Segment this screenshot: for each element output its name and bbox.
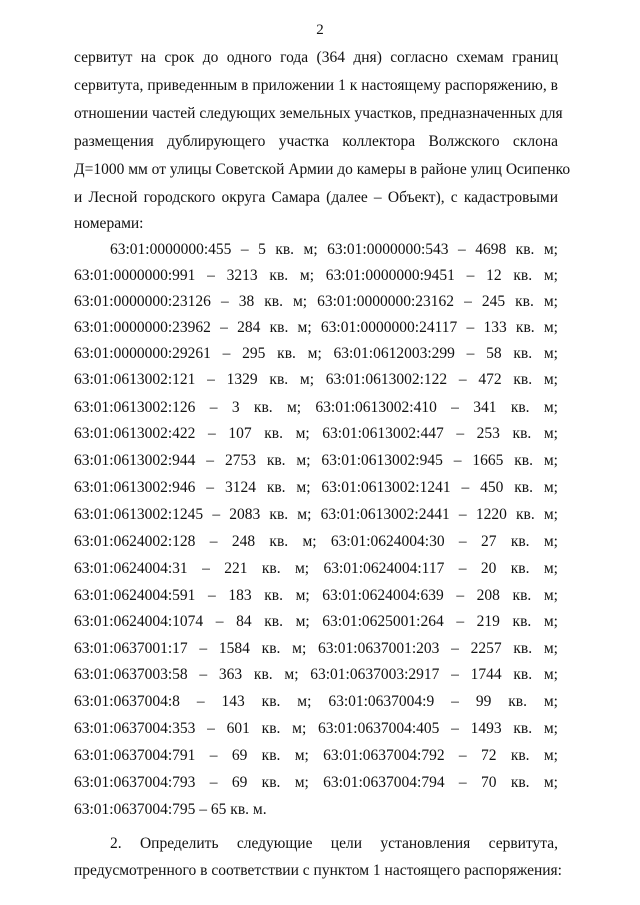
text-line: 63:01:0613002:944 – 2753 кв. м; 63:01:0613002:945 – 1665 кв. м; xyxy=(74,452,558,469)
text-line: 63:01:0000000:455 – 5 кв. м; 63:01:0000000:543 – 4698 кв. м; xyxy=(110,241,558,258)
text-line: 63:01:0624004:591 – 183 кв. м; 63:01:0624004:639 – 208 кв. м; xyxy=(74,587,558,604)
text-line: и Лесной городского округа Самара (далее – Объект), с кадастровыми xyxy=(74,189,558,206)
text-line: сервитута, приведенным в приложении 1 к настоящему распоряжению, в xyxy=(74,77,558,94)
text-line: 63:01:0624004:1074 – 84 кв. м; 63:01:0625001:264 – 219 кв. м; xyxy=(74,613,558,630)
text-line: 63:01:0637001:17 – 1584 кв. м; 63:01:0637001:203 – 2257 кв. м; xyxy=(74,640,558,657)
text-line: предусмотренного в соответствии с пунктом 1 настоящего распоряжения: xyxy=(74,862,562,879)
text-line: 63:01:0637004:795 – 65 кв. м. xyxy=(74,801,267,818)
page-number: 2 xyxy=(316,22,324,38)
text-line: 63:01:0637004:8 – 143 кв. м; 63:01:0637004:9 – 99 кв. м; xyxy=(74,693,558,710)
text-line: размещения дублирующего участка коллектора Волжского склона xyxy=(74,133,558,150)
text-line: 63:01:0613002:946 – 3124 кв. м; 63:01:0613002:1241 – 450 кв. м; xyxy=(74,479,558,496)
text-line: 63:01:0000000:23126 – 38 кв. м; 63:01:0000000:23162 – 245 кв. м; xyxy=(74,293,558,310)
text-line: 63:01:0000000:23962 – 284 кв. м; 63:01:0000000:24117 – 133 кв. м; xyxy=(74,319,558,336)
text-line: 63:01:0637003:58 – 363 кв. м; 63:01:0637003:2917 – 1744 кв. м; xyxy=(74,666,558,683)
text-line: 63:01:0637004:791 – 69 кв. м; 63:01:0637004:792 – 72 кв. м; xyxy=(74,747,558,764)
text-line: 63:01:0637004:353 – 601 кв. м; 63:01:0637004:405 – 1493 кв. м; xyxy=(74,720,558,737)
text-line: 63:01:0613002:121 – 1329 кв. м; 63:01:0613002:122 – 472 кв. м; xyxy=(74,371,558,388)
text-line: 63:01:0613002:1245 – 2083 кв. м; 63:01:0613002:2441 – 1220 кв. м; xyxy=(74,506,558,523)
text-line: 63:01:0000000:991 – 3213 кв. м; 63:01:0000000:9451 – 12 кв. м; xyxy=(74,267,558,284)
text-line: сервитут на срок до одного года (364 дня) согласно схемам границ xyxy=(74,49,558,66)
text-line: отношении частей следующих земельных участков, предназначенных для xyxy=(74,105,563,122)
text-line: 63:01:0613002:126 – 3 кв. м; 63:01:0613002:410 – 341 кв. м; xyxy=(74,399,558,416)
text-line: 2. Определить следующие цели установления сервитута, xyxy=(110,835,558,852)
text-line: 63:01:0637004:793 – 69 кв. м; 63:01:0637004:794 – 70 кв. м; xyxy=(74,774,558,791)
text-line: 63:01:0624002:128 – 248 кв. м; 63:01:0624004:30 – 27 кв. м; xyxy=(74,533,558,550)
text-line: 63:01:0613002:422 – 107 кв. м; 63:01:0613002:447 – 253 кв. м; xyxy=(74,425,558,442)
text-line: Д=1000 мм от улицы Советской Армии до камеры в районе улиц Осипенко xyxy=(74,161,571,178)
text-line: 63:01:0000000:29261 – 295 кв. м; 63:01:0612003:299 – 58 кв. м; xyxy=(74,345,558,362)
text-line: 63:01:0624004:31 – 221 кв. м; 63:01:0624004:117 – 20 кв. м; xyxy=(74,560,558,577)
text-line: номерами: xyxy=(74,215,144,232)
